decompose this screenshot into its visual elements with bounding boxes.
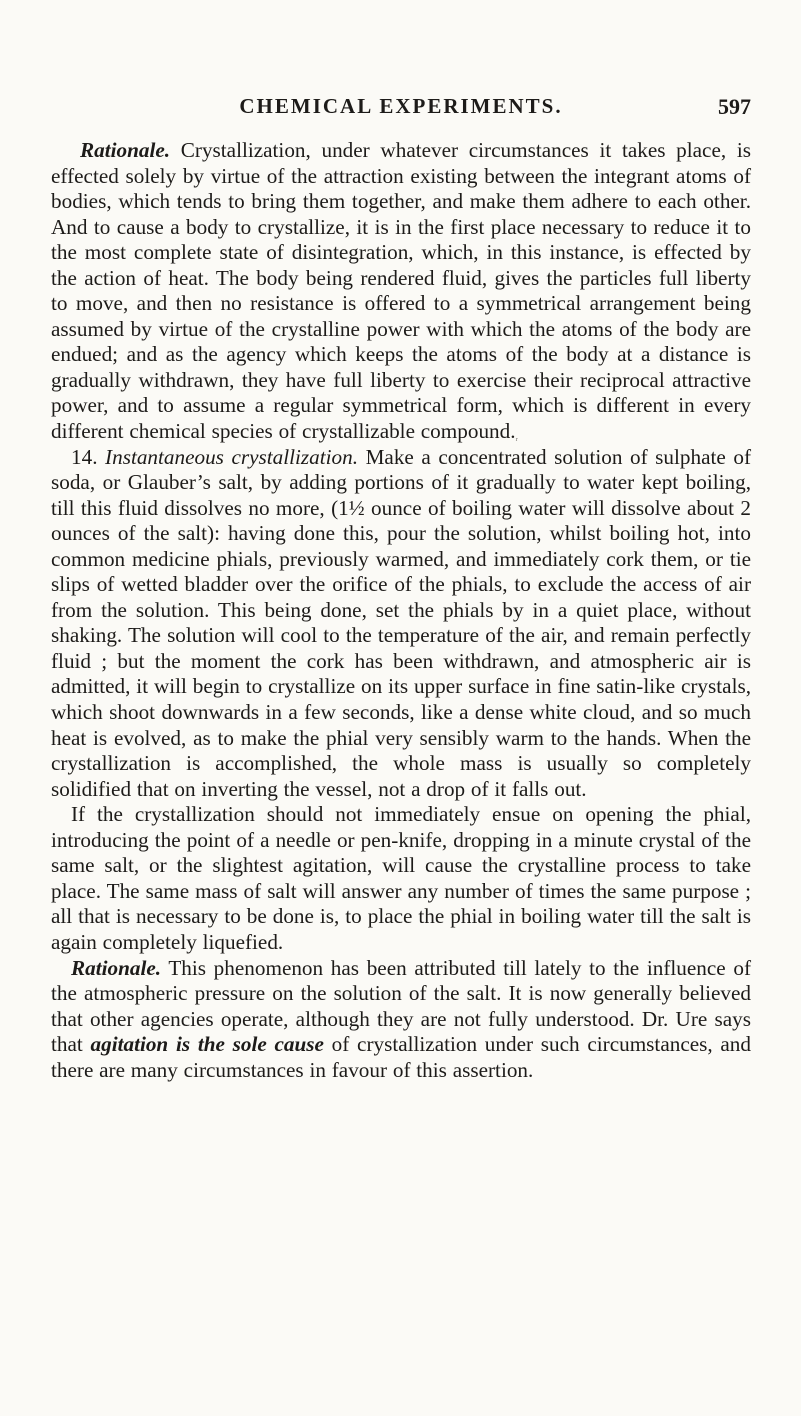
agitation-paragraph (51, 802, 751, 955)
ink-mark-icon: ʳ (515, 435, 518, 448)
second-rationale-paragraph (51, 956, 751, 1084)
rationale-text: Crystallization, under whatever circumstances it takes place, is effected solely by virtue of the attraction existing between the integrant atoms of bodies, which tends to bring them together, and make them adhere to each other. And to cause a body to crystallize, it is in the first place necessary to reduce it to the most complete state of disintegration, which, in this instance, is effected by the action of heat. The body being rendered fluid, gives the particles full liberty to move, and then no resistance is offered to a symmetrical arrangement being assumed by virtue of the crystalline power with which the atoms of the body are endued; and as the agency which keeps the atoms of the body at a distance is gradually withdrawn, they have full liberty to exercise their reciprocal attractive power, and to assume a regular symmetrical form, which is different in every different chemical species of crystallizable compound. (51, 138, 751, 444)
second-rationale-emphasis: agitation is the sole cause (90, 1032, 324, 1057)
second-rationale-label: Rationale. (71, 955, 162, 980)
rationale-label: Rationale. (80, 138, 171, 162)
experiment-paragraph (51, 445, 751, 803)
experiment-text: Make a concentrated solution of sulphate of soda, or Glauber’s salt, by adding portions of it gradually to water kept boiling, till this fluid dissolves no more, (1½ ounce of boiling water will dissolve about 2 ounces of the salt): having done this, pour the solution, whilst boiling hot, into common medicine phials, previously warmed, and immediately cork them, or tie slips of wetted bladder over the orifice of the phials, to exclude the access of air from the solution. This being done, set the phials by in a quiet place, without shaking. The solution will cool to the temperature of the air, and remain perfectly fluid ; but the moment the cork has been withdrawn, and atmospheric air is admitted, it will begin to crystallize on its upper surface in fine satin-like crystals, which shoot downwards in a few seconds, like a dense white cloud, and so much heat is evolved, as to make the phial very sensibly warm to the hands. When the crystallization is accomplished, the whole mass is usually so completely solidified that on inverting the vessel, not a drop of it falls out. (51, 444, 751, 801)
running-title: CHEMICAL EXPERIMENTS. (239, 94, 563, 118)
running-head (51, 94, 751, 124)
rationale-paragraph (51, 138, 751, 448)
second-rationale-text-after: of crystallization under such circumstances, and there are many circumstances in favour of this assertion. (51, 1032, 751, 1082)
second-rationale-text-before: This phenomenon has been attributed till lately to the influence of the atmospheric pressure on the solution of the salt. It is now generally believed that other agencies operate, although they are not fully understood. Dr. Ure says that (51, 955, 751, 1057)
experiment-heading: Instantaneous crystallization. (105, 444, 359, 469)
experiment-number: 14. (71, 444, 98, 469)
agitation-text: If the crystallization should not immediately ensue on opening the phial, introducing the point of a needle or pen-knife, dropping in a minute crystal of the same salt, or the slightest agitation, will cause the crystalline process to take place. The same mass of salt will answer any number of times the same purpose ; all that is necessary to be done is, to place the phial in boiling water till the salt is again completely liquefied. (51, 802, 751, 954)
page-number: 597 (718, 94, 751, 119)
